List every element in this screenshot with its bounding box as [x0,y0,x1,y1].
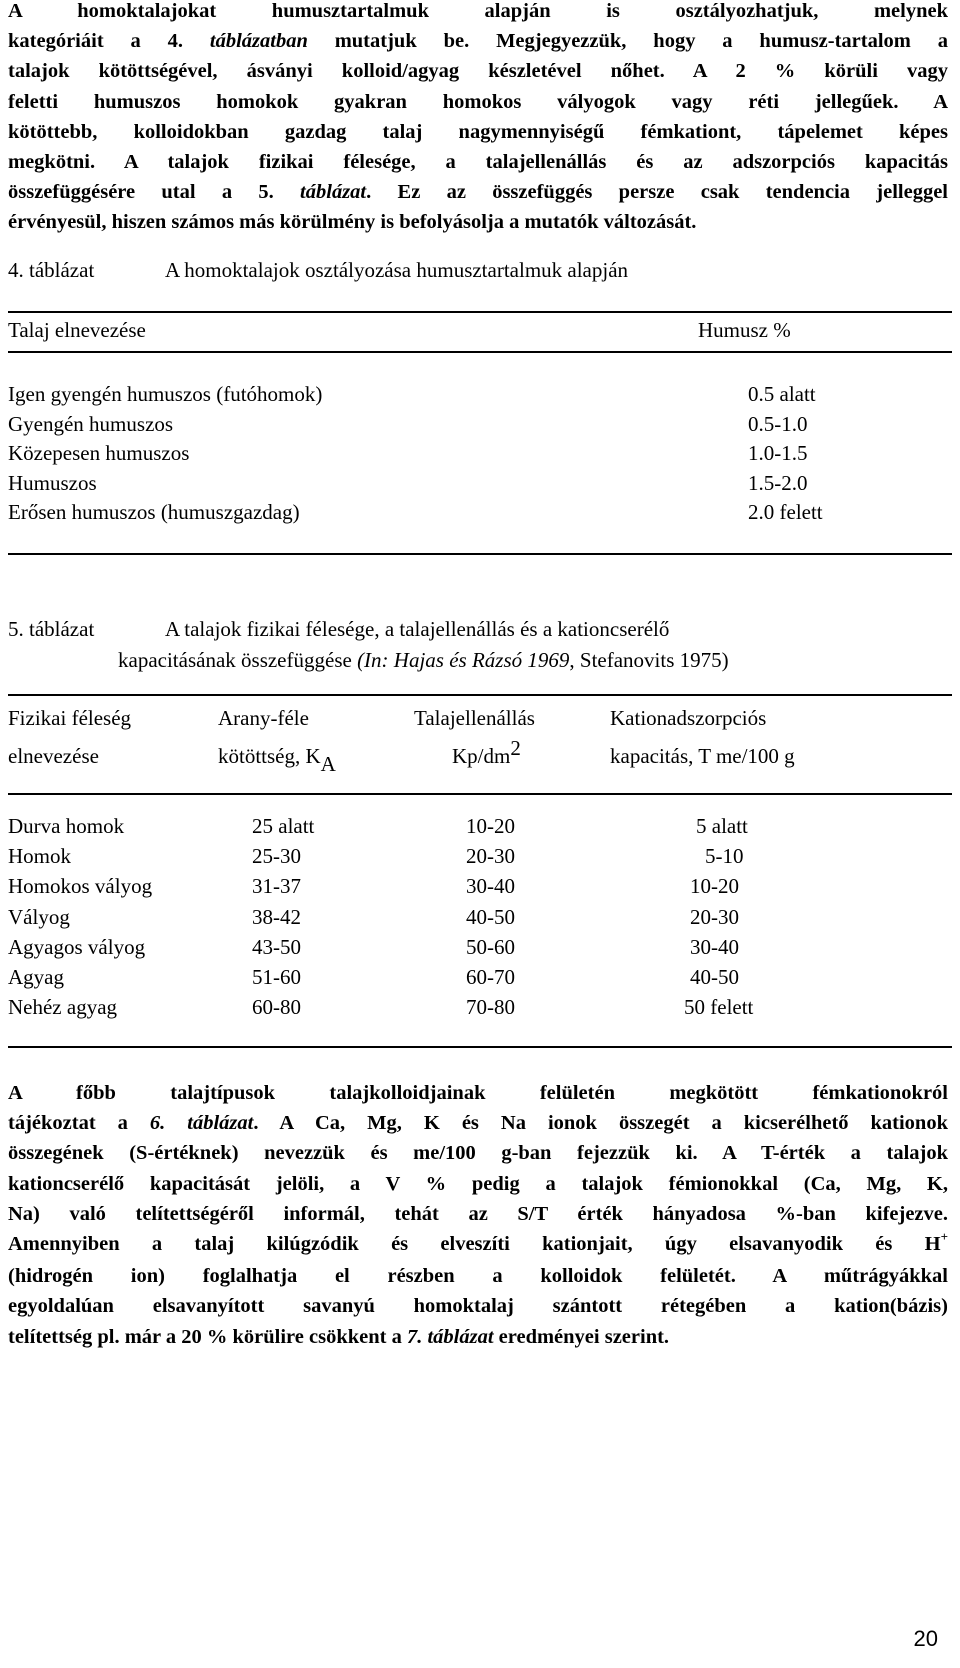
table-row [8,410,952,440]
superscript: 2 [510,736,521,760]
table-row [8,962,952,992]
table4-title: A homoktalajok osztályozása humusztartalmuk alapján [165,258,629,282]
soil-name-cell: Humuszos [8,470,97,495]
para2-line: kationcserélő kapacitását jelöli, a V % pedig a talajok fémionokkal (Ca, Mg, K, [8,1172,948,1195]
soil-name-cell: Közepesen humuszos [8,441,190,465]
table-row [8,439,952,469]
title-text: kapacitásának összefüggése [118,648,358,672]
table4-number: 4. táblázat [8,258,95,282]
table4-header-humus: Humusz % [698,318,791,342]
type-cell: Agyagos vályog [8,934,146,959]
para2-italic: 6. táblázat [149,1112,254,1135]
ka-cell: 43-50 [252,934,301,959]
header-physical-type: Fizikai féleség [8,706,132,730]
para2-line: (hidrogén ion) foglalhatja el részben a kolloidok felületét. A műtrágyákkal [8,1265,948,1288]
type-cell: Vályog [8,904,70,929]
table-row [8,871,952,901]
ka-cell: 25-30 [252,844,301,869]
resistance-cell: 50-60 [466,934,515,959]
ka-cell: 25 alatt [252,814,315,838]
title-text: , Stefanovits 1975) [569,648,729,672]
humus-cell: 1.0-1.5 [748,441,808,465]
para2-line [8,1322,948,1352]
resistance-cell: 10-20 [466,814,515,838]
type-cell: Durva homok [8,814,125,838]
para1-line [8,177,948,207]
subscript: A [320,752,336,776]
table-row [8,902,952,932]
para1-line [8,26,948,56]
para1-line: talajok kötöttségével, ásványi kolloid/agyag készletével nőhet. A 2 % körüli vagy [8,60,948,83]
resistance-cell: 60-70 [466,964,515,989]
para2-line: egyoldalúan elsavanyított savanyú homoktalaj szántott rétegében a kation(bázis) [8,1295,948,1318]
table-row [8,811,952,841]
para2-line [8,1108,948,1138]
para1-text: . Ez az összefüggés persze csak tendencia jelleggel [366,181,948,204]
capacity-cell: 30-40 [690,934,739,959]
table5-number: 5. táblázat [8,617,95,641]
header-arany: Arany-féle [218,706,309,730]
para2-text: Amennyiben a talaj kilúgzódik és elveszíti kationjait, úgy elsavanyodik és H [8,1233,941,1256]
table4-header-name: Talaj elnevezése [8,318,146,342]
para1-text: mutatjuk be. Megjegyezzük, hogy a humusz-tartalom a [307,30,948,53]
cation-paragraph [8,1078,948,1352]
para2-line: Na) való telítettségéről informál, tehát az S/T érték hányadosa %-ban kifejezve. [8,1202,948,1225]
resistance-cell: 70-80 [466,995,515,1020]
capacity-cell: 5 alatt [696,814,748,838]
capacity-cell: 40-50 [690,964,739,989]
para2-line [8,1229,948,1261]
para2-italic: 7. táblázat [406,1325,494,1348]
para1-text: összefüggésére utal a 5. [8,181,301,204]
para1-italic: táblázat [300,181,367,204]
soil-name-cell: Igen gyengén humuszos (futóhomok) [8,382,323,406]
humus-cell: 2.0 felett [748,500,823,524]
header-text: Kp/dm [452,744,511,768]
para1-line: A homoktalajokat humusztartalmuk alapján is osztályozhatjuk, melynek [8,0,948,22]
table-row [8,841,952,871]
para2-text: eredményei szerint. [493,1325,670,1348]
resistance-cell: 40-50 [466,904,515,929]
para1-line: kötöttebb, kolloidokban gazdag talaj nagymennyiségű fémkationt, tápelemet képes [8,120,948,143]
table-row [8,498,952,528]
para1-text: kategóriáit a 4. [8,30,210,53]
table5-header-rule [8,793,952,795]
ka-cell: 38-42 [252,904,301,929]
table4-header-rule [8,351,952,353]
table5-title-line1: A talajok fizikai félesége, a talajellenállás és a kationcserélő [165,617,670,641]
table5-bottom-rule [8,1046,952,1048]
humus-cell: 0.5 alatt [748,382,816,406]
title-citation: (In: Hajas és Rázsó 1969 [357,648,570,672]
intro-paragraph [8,0,948,238]
table-row [8,469,952,499]
type-cell: Nehéz agyag [8,995,118,1020]
soil-name-cell: Gyengén humuszos [8,411,174,436]
resistance-cell: 20-30 [466,844,515,869]
table5-body [8,811,952,1022]
para2-text: telítettség pl. már a 20 % körülire csökkent a [8,1325,407,1348]
table-row [8,380,952,410]
resistance-cell: 30-40 [466,874,515,899]
header-text: kötöttség, K [218,744,321,768]
para2-line: összegének (S-értéknek) nevezzük és me/100 g-ban fejezzük ki. A T-érték a talajok [8,1142,948,1165]
capacity-cell: 10-20 [690,874,739,899]
type-cell: Homokos vályog [8,874,153,899]
soil-name-cell: Erősen humuszos (humuszgazdag) [8,500,300,524]
table4-top-rule [8,311,952,313]
capacity-cell: 20-30 [690,904,739,929]
humus-cell: 1.5-2.0 [748,470,808,495]
header-resistance: Talajellenállás [414,706,535,730]
header-cation: Kationadszorpciós [610,706,767,730]
para1-italic: táblázatban [209,30,308,53]
para2-text: tájékoztat a [8,1112,150,1135]
capacity-cell: 5-10 [705,844,744,869]
superscript: + [940,1229,948,1245]
header-arany-2 [218,744,336,776]
ka-cell: 51-60 [252,964,301,989]
type-cell: Agyag [8,964,64,989]
table-row [8,992,952,1022]
table4-bottom-rule [8,553,952,555]
header-physical-type-2: elnevezése [8,744,99,768]
capacity-cell: 50 felett [684,995,754,1020]
ka-cell: 60-80 [252,995,301,1020]
humus-cell: 0.5-1.0 [748,411,808,436]
header-cation-2: kapacitás, T me/100 g [610,744,795,768]
para1-line: érvényesül, hiszen számos más körülmény is befolyásolja a mutatók változását. [8,211,697,234]
table5-title-line2 [118,648,729,673]
ka-cell: 31-37 [252,874,301,899]
table-row [8,932,952,962]
page-number: 20 [913,1626,938,1651]
para1-line: feletti humuszos homokok gyakran homokos vályogok vagy réti jellegűek. A [8,90,948,113]
para1-line: megkötni. A talajok fizikai félesége, a talajellenállás és az adszorpciós kapacitás [8,151,948,174]
header-resistance-2 [452,736,521,769]
type-cell: Homok [8,844,71,869]
table5-top-rule [8,694,952,696]
table4-body [8,380,952,528]
para2-line: A főbb talajtípusok talajkolloidjainak felületén megkötött fémkationokról [8,1082,948,1104]
para2-text: . A Ca, Mg, K és Na ionok összegét a kicserélhető kationok [253,1112,948,1135]
